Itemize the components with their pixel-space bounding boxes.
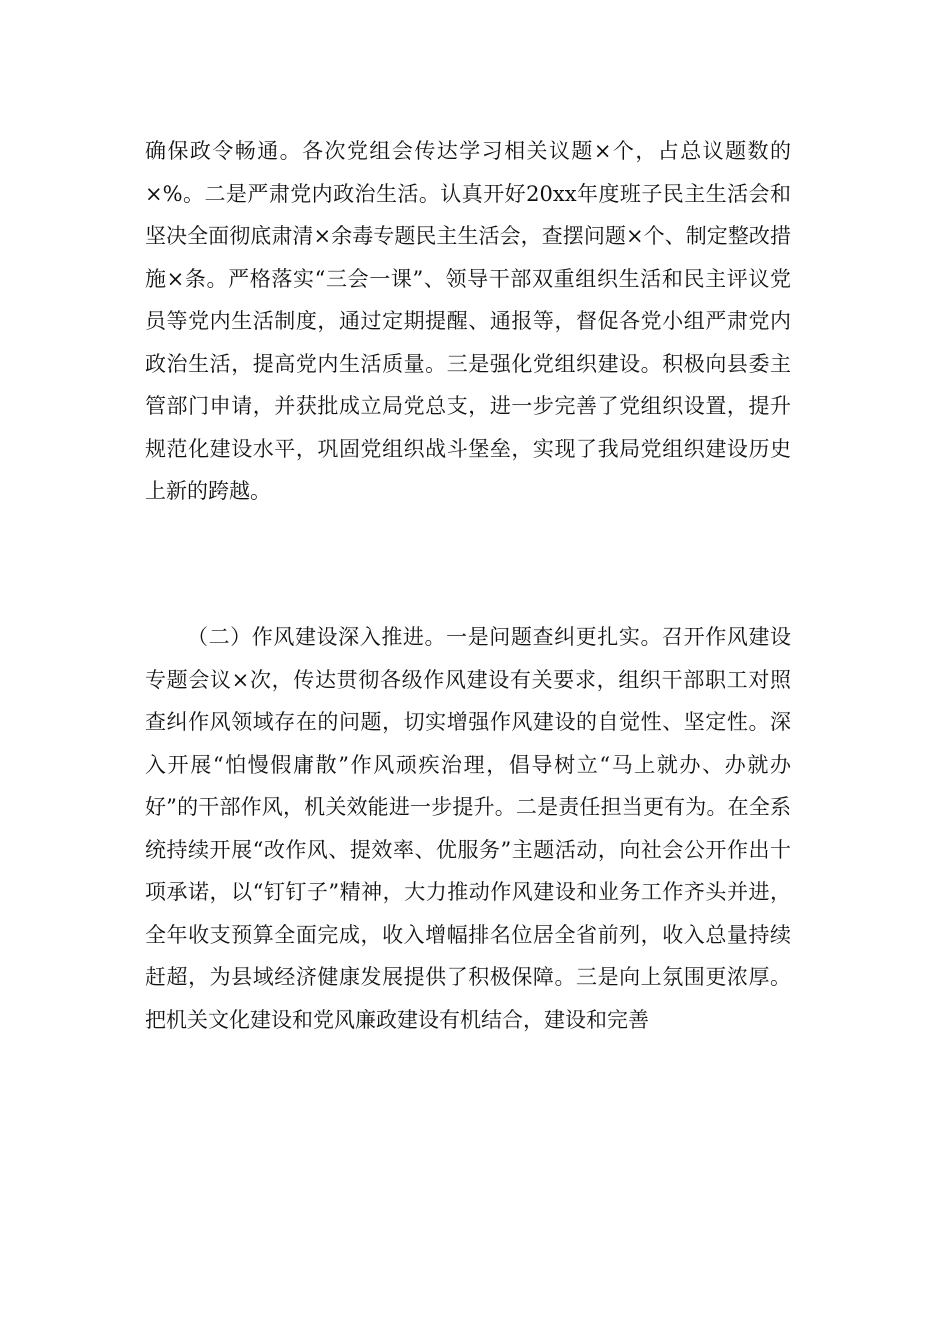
paragraph-party-building: 确保政令畅通。各次党组会传达学习相关议题×个，占总议题数的×%。二是严肃党内政治生活。认真开好20xx年度班子民主生活会和坚决全面彻底肃清×余毒专题民主生活会，查摆问题×个、制定整改措施×条。严格落实“三会一课”、领导干部双重组织生活和民主评议党员等党内生活制度，通过定期提醒、通报等，督促各党小组严肃党内政治生活，提高党内生活质量。三是强化党组织建设。积极向县委主管部门申请，并获批成立局党总支，进一步完善了党组织设置，提升规范化建设水平，巩固党组织战斗堡垒，实现了我局党组织建设历史上新的跨越。 xyxy=(145,139,791,503)
paragraph-work-style: （二）作风建设深入推进。一是问题查纠更扎实。召开作风建设专题会议×次，传达贯彻各级作风建设有关要求，组织干部职工对照查纠作风领域存在的问题，切实增强作风建设的自觉性、坚定性。深入开展“怕慢假庸散”作风顽疾治理，倡导树立“马上就办、办就办好”的干部作风，机关效能进一步提升。二是责任担当更有为。在全系统持续开展“改作风、提效率、优服务”主题活动，向社会公开作出十项承诺，以“钉钉子”精神，大力推动作风建设和业务工作齐头并进，全年收支预算全面完成，收入增幅排名位居全省前列，收入总量持续赶超，为县域经济健康发展提供了积极保障。三是向上氛围更浓厚。把机关文化建设和党风廉政建设有机结合，建设和完善 xyxy=(145,625,791,1032)
